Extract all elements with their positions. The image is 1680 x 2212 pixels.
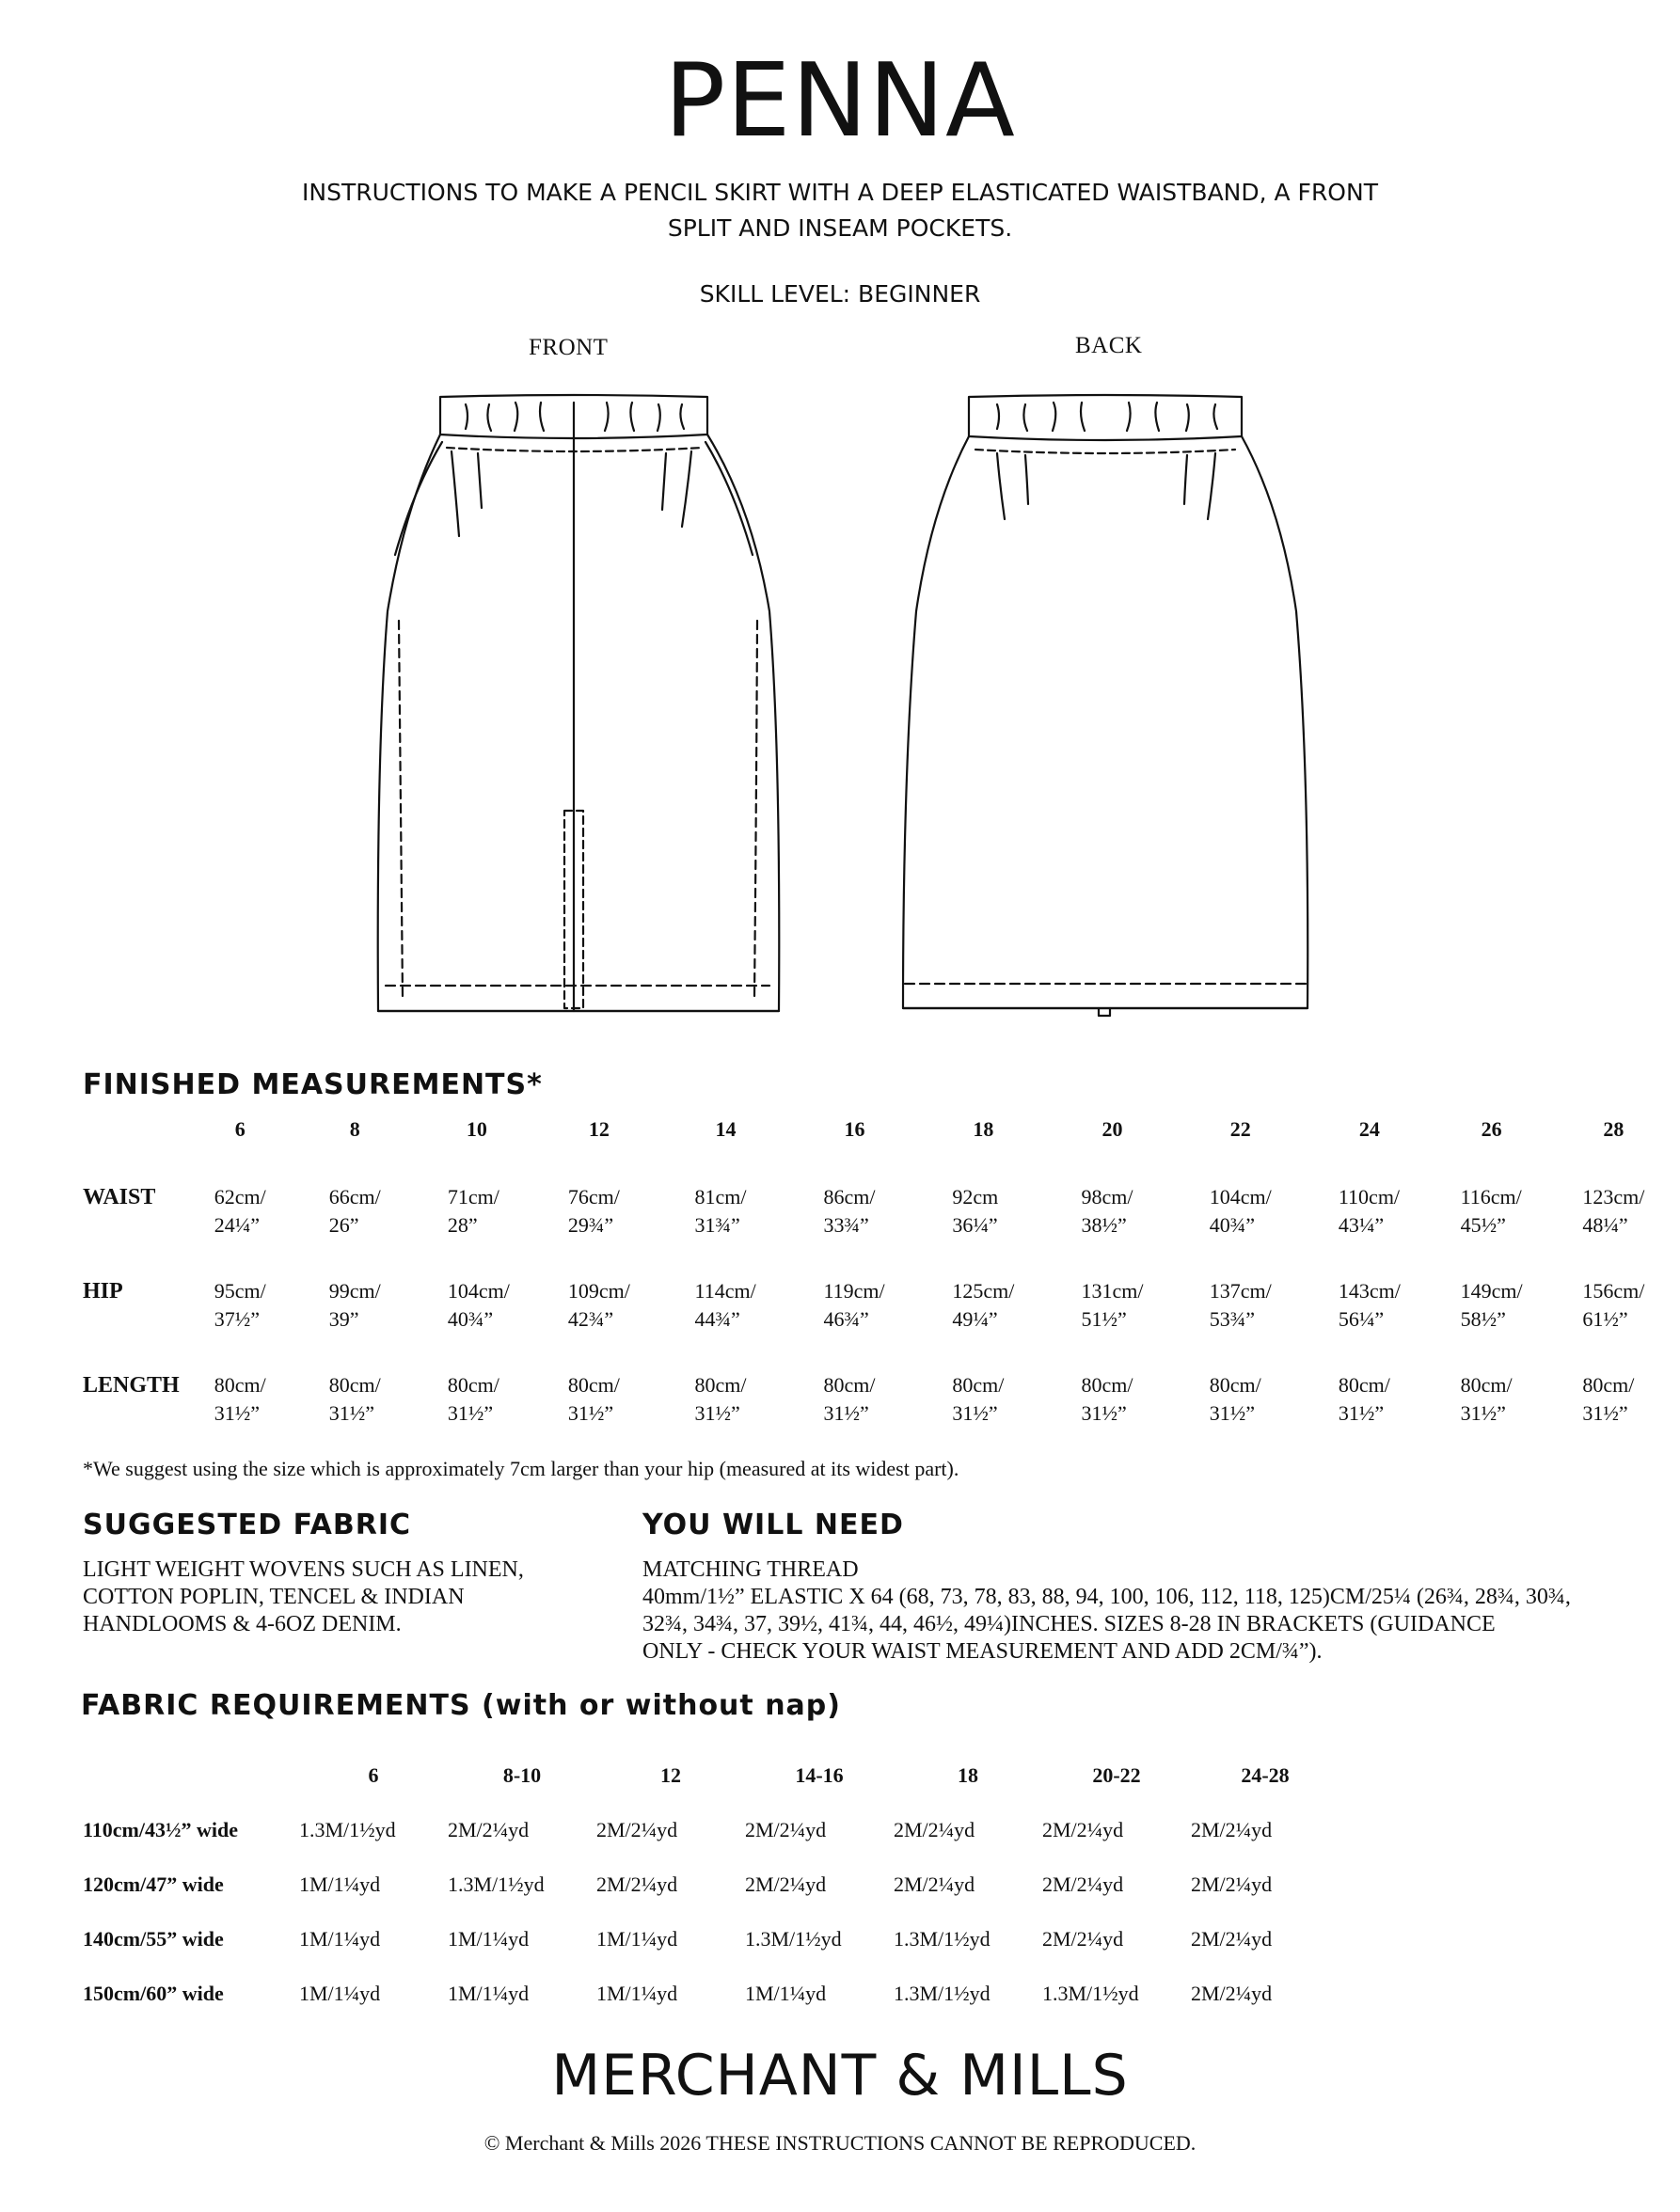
size-header: 20 [1102,1117,1123,1141]
measurement-value: 123cm/ [1582,1185,1645,1209]
size-header: 14-16 [795,1763,844,1787]
fabric-requirements-title: FABRIC REQUIREMENTS [81,1689,471,1722]
intro-line-2: SPLIT AND INSEAM POCKETS. [667,214,1013,242]
requirement-cell: 2M/2¼yd [745,1872,827,1896]
measurement-value: 46¾” [823,1307,869,1331]
measurement-cell [1461,1183,1583,1277]
measurement-cell [568,1277,695,1371]
measurement-value: 31½” [447,1401,494,1425]
measurement-cell [695,1277,824,1371]
requirement-cell: 1.3M/1½yd [299,1818,396,1841]
fabric-width-label: 120cm/47” wide [83,1872,224,1896]
measurement-cell [1339,1183,1461,1277]
requirement-cell: 1.3M/1½yd [745,1927,842,1951]
text-line: ONLY - CHECK YOUR WAIST MEASUREMENT AND ADD 2CM/¾”). [642,1639,1323,1664]
measurement-value: 31¾” [694,1213,740,1237]
measurement-value: 53¾” [1209,1307,1256,1331]
back-view-label: BACK [1075,333,1143,358]
requirement-row [83,1872,1339,1927]
size-header: 16 [844,1117,865,1141]
measurement-value: 31½” [567,1401,614,1425]
measurement-value: 80cm/ [823,1373,876,1397]
measurement-value: 31½” [328,1401,374,1425]
measurement-cell [823,1183,952,1277]
measurement-cell [214,1183,329,1277]
requirement-cell: 1.3M/1½yd [1042,1982,1139,2005]
measurement-cell [448,1371,568,1465]
requirement-cell: 1M/1¼yd [596,1982,678,2005]
measurement-cell [952,1277,1081,1371]
measurement-cell [568,1183,695,1277]
measurement-value: 80cm/ [694,1373,747,1397]
measurement-cell [1582,1277,1680,1371]
brand-name: MERCHANT & MILLS [551,2043,1129,2109]
measurement-cell [448,1277,568,1371]
measurement-value: 80cm/ [1460,1373,1513,1397]
measurement-value: 80cm/ [1338,1373,1390,1397]
requirement-row [83,1927,1339,1982]
requirement-cell: 2M/2¼yd [1191,1982,1273,2005]
measurement-cell [1210,1371,1339,1465]
measurement-value: 31½” [952,1401,998,1425]
page-title: PENNA [664,42,1016,160]
measurement-cell [329,1183,448,1277]
measurement-value: 125cm/ [952,1279,1015,1303]
measurement-cell [1210,1277,1339,1371]
copyright-notice: © Merchant & Mills 2026 THESE INSTRUCTIONS CANNOT BE REPRODUCED. [483,2131,1197,2155]
front-skirt-drawing [378,395,780,1011]
measurement-value: 80cm/ [1209,1373,1261,1397]
measurement-value: 99cm/ [328,1279,381,1303]
measurement-row [83,1371,1680,1465]
requirement-cell: 1M/1¼yd [745,1982,827,2005]
measurement-footnote: *We suggest using the size which is approximately 7cm larger than your hip (measured at its widest part). [83,1457,959,1480]
requirement-cell: 2M/2¼yd [745,1818,827,1841]
measurement-value: 81cm/ [694,1185,747,1209]
suggested-fabric-heading: SUGGESTED FABRIC [83,1509,412,1541]
measurement-value: 31½” [1209,1401,1256,1425]
measurement-cell [1082,1371,1210,1465]
measurement-value: 80cm/ [447,1373,499,1397]
size-header: 24-28 [1241,1763,1290,1787]
measurement-value: 80cm/ [328,1373,381,1397]
requirement-cell: 1M/1¼yd [299,1982,381,2005]
requirement-cell: 2M/2¼yd [1042,1872,1124,1896]
fabric-requirements-heading [81,1689,841,1722]
requirement-cell: 2M/2¼yd [596,1872,678,1896]
measurement-value: 86cm/ [823,1185,876,1209]
measurement-cell [1461,1277,1583,1371]
measurement-row-label: LENGTH [83,1373,180,1398]
measurement-value: 33¾” [823,1213,869,1237]
measurement-cell [568,1371,695,1465]
size-header-row [83,1117,1680,1155]
measurement-cell [1339,1277,1461,1371]
intro-line-1: INSTRUCTIONS TO MAKE A PENCIL SKIRT WITH A DEEP ELASTICATED WAISTBAND, A FRONT [302,179,1378,206]
front-view-label: FRONT [529,335,609,360]
measurement-cell [695,1183,824,1277]
measurement-value: 104cm/ [1209,1185,1272,1209]
measurement-value: 80cm/ [1582,1373,1635,1397]
measurement-value: 110cm/ [1338,1185,1401,1209]
measurement-cell [1582,1183,1680,1277]
finished-measurements-heading: FINISHED MEASUREMENTS* [83,1068,543,1101]
measurement-row-label: HIP [83,1279,123,1304]
text-line: HANDLOOMS & 4-6OZ DENIM. [83,1612,402,1636]
fabric-width-label: 150cm/60” wide [83,1982,224,2005]
measurement-value: 31½” [1338,1401,1385,1425]
requirement-cell: 2M/2¼yd [448,1818,530,1841]
requirement-cell: 1.3M/1½yd [448,1872,545,1896]
requirement-cell: 2M/2¼yd [1191,1927,1273,1951]
size-header: 10 [466,1117,487,1141]
measurement-value: 56¼” [1338,1307,1385,1331]
measurement-value: 31½” [1081,1401,1127,1425]
measurement-value: 149cm/ [1460,1279,1523,1303]
size-header: 8-10 [502,1763,542,1787]
measurement-cell [1461,1371,1583,1465]
measurement-cell [1210,1183,1339,1277]
measurement-value: 31½” [1460,1401,1506,1425]
measurement-value: 49¼” [952,1307,998,1331]
measurement-cell [448,1183,568,1277]
measurement-value: 40¾” [447,1307,494,1331]
measurement-value: 62cm/ [214,1185,266,1209]
size-header: 18 [958,1763,978,1787]
measurement-value: 80cm/ [214,1373,266,1397]
size-header: 20-22 [1092,1763,1141,1787]
finished-measurements-table [83,1117,1680,1465]
size-header: 24 [1358,1117,1380,1141]
measurement-cell [1582,1371,1680,1465]
size-header: 6 [368,1763,379,1787]
measurement-value: 42¾” [567,1307,614,1331]
measurement-value: 131cm/ [1081,1279,1144,1303]
measurement-cell [952,1183,1081,1277]
measurement-value: 37½” [214,1307,260,1331]
measurement-value: 76cm/ [567,1185,620,1209]
requirement-cell: 2M/2¼yd [1191,1872,1273,1896]
measurement-value: 104cm/ [447,1279,510,1303]
text-line: 40mm/1½” ELASTIC X 64 (68, 73, 78, 83, 88, 94, 100, 106, 112, 118, 125)CM/25¼ (26¾, 28¾, 30¾, [642,1585,1571,1609]
requirement-row [83,1818,1339,1872]
measurement-cell [823,1371,952,1465]
measurement-value: 143cm/ [1338,1279,1401,1303]
requirement-cell: 1M/1¼yd [448,1982,530,2005]
requirement-cell: 1M/1¼yd [448,1927,530,1951]
requirement-cell: 2M/2¼yd [1191,1818,1273,1841]
text-line: MATCHING THREAD [642,1557,859,1582]
measurement-value: 66cm/ [328,1185,381,1209]
measurement-cell [823,1277,952,1371]
measurement-value: 36¼” [952,1213,998,1237]
measurement-cell [1082,1277,1210,1371]
measurement-cell [214,1277,329,1371]
requirement-cell: 1.3M/1½yd [894,1982,991,2005]
back-skirt-drawing [903,395,1308,1016]
measurement-value: 48¼” [1582,1213,1628,1237]
measurement-value: 61½” [1582,1307,1628,1331]
requirements-body [83,1818,1339,2036]
fabric-width-label: 140cm/55” wide [83,1927,224,1951]
measurement-value: 24¼” [214,1213,260,1237]
measurement-value: 26” [328,1213,359,1237]
size-header: 12 [588,1117,610,1141]
size-header: 22 [1229,1117,1251,1141]
requirement-cell: 2M/2¼yd [1042,1818,1124,1841]
text-line: 32¾, 34¾, 37, 39½, 41¾, 44, 46½, 49¼)INCHES. SIZES 8-28 IN BRACKETS (GUIDANCE [642,1612,1496,1636]
requirement-cell: 2M/2¼yd [596,1818,678,1841]
measurement-value: 29¾” [567,1213,614,1237]
measurement-value: 58½” [1460,1307,1506,1331]
measurement-value: 31½” [823,1401,869,1425]
measurement-value: 92cm [952,1185,999,1209]
measurement-value: 44¾” [694,1307,740,1331]
suggested-fabric-text [83,1556,610,1638]
measurement-value: 156cm/ [1582,1279,1645,1303]
requirement-row [83,1982,1339,2036]
measurement-value: 43¼” [1338,1213,1385,1237]
skill-level: SKILL LEVEL: BEGINNER [699,280,981,308]
measurement-cell [214,1371,329,1465]
measurements-body [83,1183,1680,1465]
requirement-cell: 1.3M/1½yd [894,1927,991,1951]
size-header-row [83,1763,1339,1818]
requirement-cell: 1M/1¼yd [299,1927,381,1951]
size-header: 14 [715,1117,737,1141]
text-line: COTTON POPLIN, TENCEL & INDIAN [83,1585,465,1609]
measurement-value: 80cm/ [567,1373,620,1397]
measurement-cell [329,1277,448,1371]
skirt-drawings [0,0,1680,1053]
fabric-requirements-subtitle: (with or without nap) [470,1689,841,1722]
measurement-cell [1339,1371,1461,1465]
fabric-width-label: 110cm/43½” wide [83,1818,238,1841]
requirement-cell: 2M/2¼yd [894,1872,975,1896]
measurement-value: 119cm/ [823,1279,885,1303]
size-header: 8 [349,1117,360,1141]
measurement-value: 45½” [1460,1213,1506,1237]
requirement-cell: 2M/2¼yd [894,1818,975,1841]
measurement-value: 31½” [214,1401,260,1425]
measurement-value: 40¾” [1209,1213,1256,1237]
size-header: 28 [1603,1117,1625,1141]
requirement-cell: 1M/1¼yd [596,1927,678,1951]
size-header: 6 [234,1117,246,1141]
measurement-row-label: WAIST [83,1185,156,1209]
you-will-need-heading: YOU WILL NEED [642,1509,904,1541]
measurement-value: 80cm/ [952,1373,1005,1397]
size-header: 18 [973,1117,994,1141]
text-line: LIGHT WEIGHT WOVENS SUCH AS LINEN, [83,1557,524,1582]
measurement-value: 80cm/ [1081,1373,1133,1397]
fabric-requirements-table [83,1763,1339,2036]
measurement-value: 98cm/ [1081,1185,1133,1209]
measurement-value: 31½” [694,1401,740,1425]
measurement-value: 109cm/ [567,1279,630,1303]
measurement-value: 116cm/ [1460,1185,1522,1209]
measurement-cell [1082,1183,1210,1277]
measurement-cell [695,1371,824,1465]
measurement-value: 31½” [1582,1401,1628,1425]
requirement-cell: 1M/1¼yd [299,1872,381,1896]
measurement-cell [952,1371,1081,1465]
measurement-value: 71cm/ [447,1185,499,1209]
requirement-cell: 2M/2¼yd [1042,1927,1124,1951]
measurement-value: 95cm/ [214,1279,266,1303]
size-header: 12 [660,1763,681,1787]
measurement-row [83,1183,1680,1277]
measurement-value: 28” [447,1213,478,1237]
you-will-need-text [642,1556,1593,1666]
measurement-value: 39” [328,1307,359,1331]
measurement-value: 114cm/ [694,1279,756,1303]
measurement-value: 51½” [1081,1307,1127,1331]
size-header: 26 [1481,1117,1502,1141]
measurement-cell [329,1371,448,1465]
measurement-value: 137cm/ [1209,1279,1272,1303]
measurement-value: 38½” [1081,1213,1127,1237]
measurement-row [83,1277,1680,1371]
